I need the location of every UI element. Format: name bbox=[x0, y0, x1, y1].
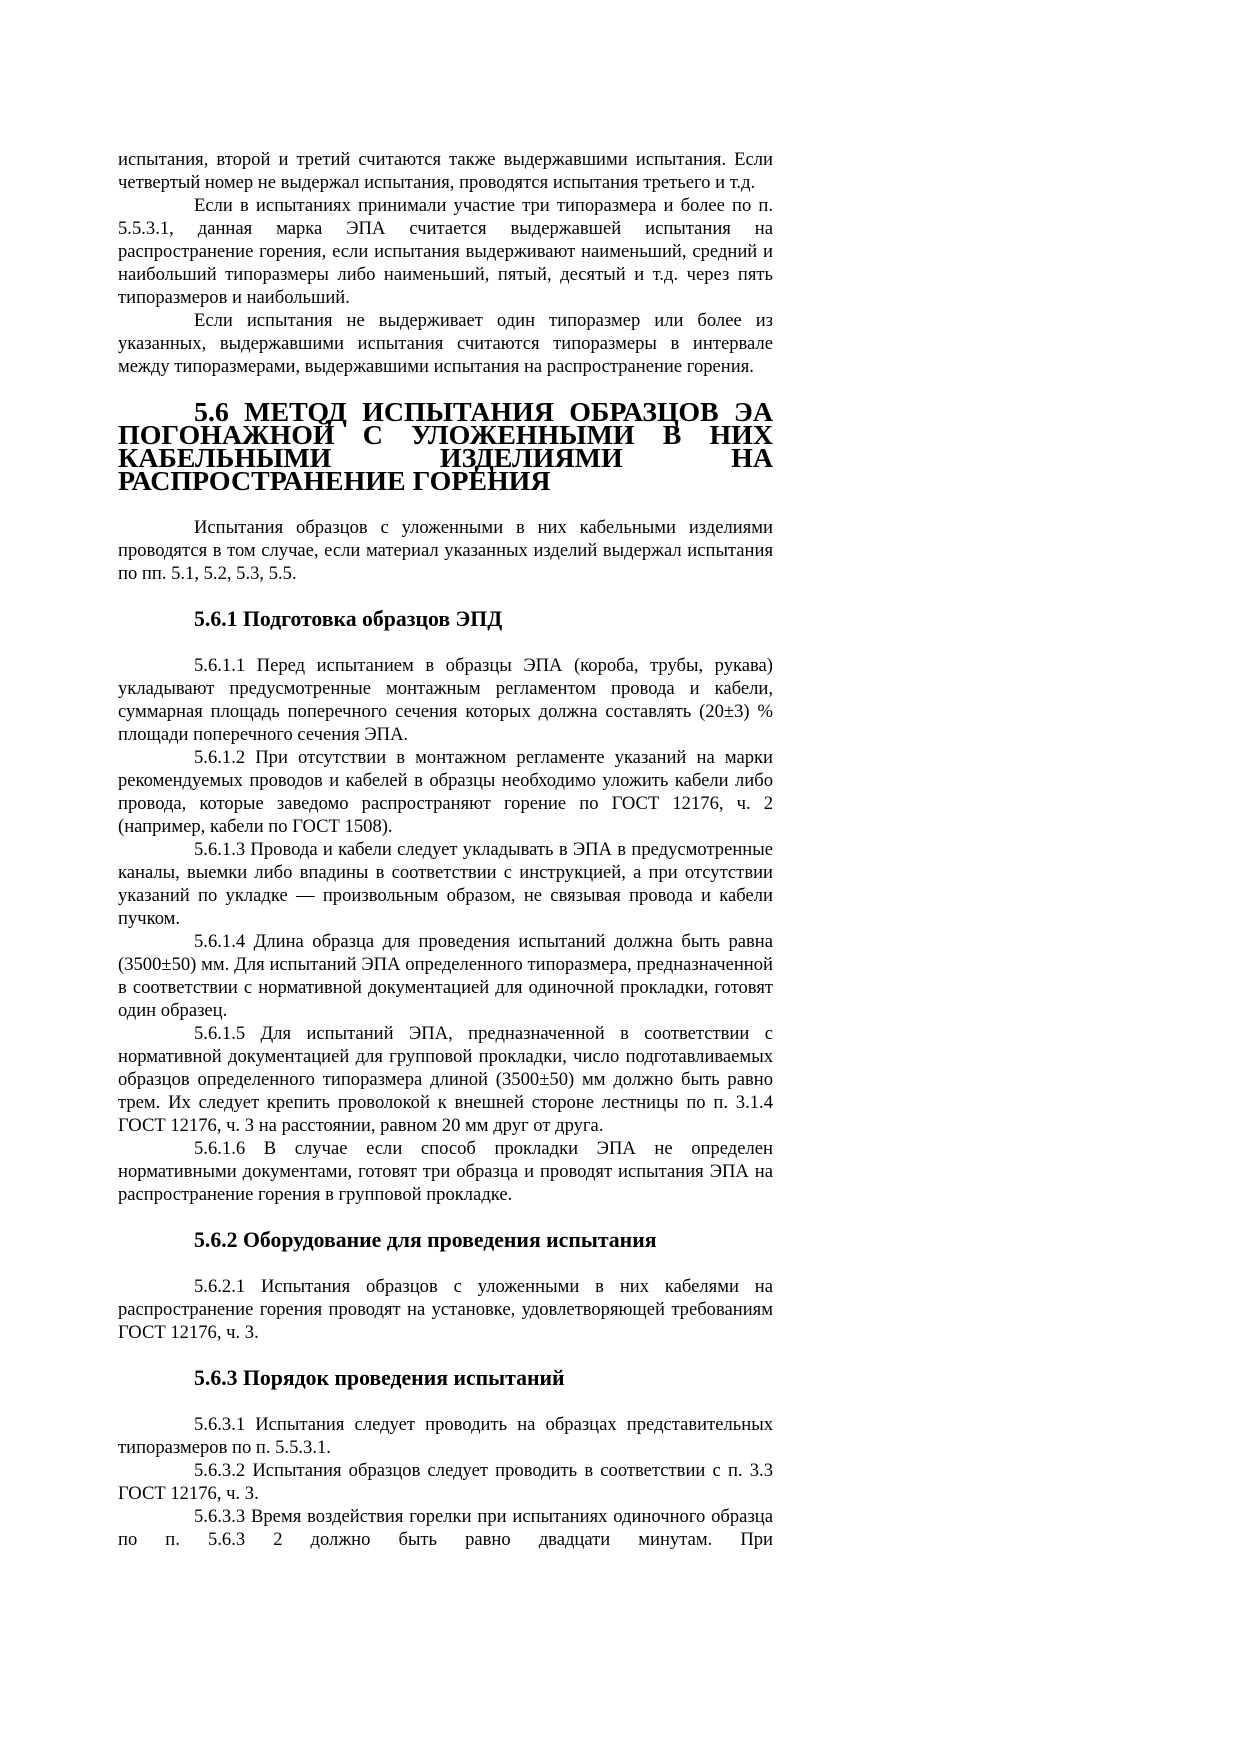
body-paragraph: испытания, второй и третий считаются также выдержавшими испытания. Если четвертый номер не выдержал испытания, проводятся испытания третьего и т.д. bbox=[118, 149, 773, 193]
body-paragraph: 5.6.3.3 Время воздействия горелки при испытаниях одиночного образца по п. 5.6.3 2 должно быть равно двадцати минутам. При bbox=[118, 1506, 773, 1550]
body-paragraph: 5.6.1.1 Перед испытанием в образцы ЭПА (короба, трубы, рукава) укладывают предусмотренные монтажным регламентом провода и кабели, суммарная площадь поперечного сечения которых должна составлять (20±3) % площади поперечного сечения ЭПА. bbox=[118, 655, 773, 745]
paragraph-spacer bbox=[118, 1390, 773, 1413]
body-paragraph: 5.6.1.4 Длина образца для проведения испытаний должна быть равна (3500±50) мм. Для испытаний ЭПА определенного типоразмера, предназначенной в соответствии с нормативной документацией для одиночной прокладки, готовят один образец. bbox=[118, 931, 773, 1021]
subsection-heading: 5.6.2 Оборудование для проведения испытания bbox=[194, 1228, 657, 1252]
paragraph-spacer bbox=[118, 1206, 773, 1229]
body-paragraph: Испытания образцов с уложенными в них кабельными изделиями проводятся в том случае, если материал указанных изделий выдержал испытания по пп. 5.1, 5.2, 5.3, 5.5. bbox=[118, 517, 773, 584]
subsection-heading: 5.6.3 Порядок проведения испытаний bbox=[194, 1366, 565, 1390]
body-paragraph: 5.6.1.2 При отсутствии в монтажном регламенте указаний на марки рекомендуемых проводов и кабелей в образцы необходимо уложить кабели либо провода, которые заведомо распространяют горение по ГОСТ 12176, ч. 2 (например, кабели по ГОСТ 1508). bbox=[118, 747, 773, 837]
body-paragraph: 5.6.1.5 Для испытаний ЭПА, предназначенной в соответствии с нормативной документацией для групповой прокладки, число подготавливаемых образцов определенного типоразмера длиной (3500±50) мм должно быть равно трем. Их следует крепить проволокой к внешней стороне лестницы по п. 3.1.4 ГОСТ 12176, ч. 3 на расстоянии, равном 20 мм друг от друга. bbox=[118, 1023, 773, 1136]
paragraph-spacer bbox=[118, 1344, 773, 1367]
document-page bbox=[118, 148, 773, 1551]
section-heading: 5.6 МЕТОД ИСПЫТАНИЯ ОБРАЗЦОВ ЭА ПОГОНАЖНОЙ С УЛОЖЕННЫМИ В НИХ КАБЕЛЬНЫМИ ИЗДЕЛИЯМИ НА РАСПРОСТРАНЕНИЕ ГОРЕНИЯ bbox=[118, 397, 773, 497]
body-paragraph: 5.6.1.6 В случае если способ прокладки ЭПА не определен нормативными документами, готовят три образца и проводят испытания ЭПА на распространение горения в групповой прокладке. bbox=[118, 1138, 773, 1205]
body-paragraph: Если испытания не выдерживает один типоразмер или более из указанных, выдержавшими испытания считаются типоразмеры в интервале между типоразмерами, выдержавшими испытания на распространение горения. bbox=[118, 310, 773, 377]
paragraph-spacer bbox=[118, 1252, 773, 1275]
body-paragraph: 5.6.2.1 Испытания образцов с уложенными в них кабелями на распространение горения проводят на установке, удовлетворяющей требованиям ГОСТ 12176, ч. 3. bbox=[118, 1276, 773, 1343]
body-paragraph: 5.6.3.1 Испытания следует проводить на образцах представительных типоразмеров по п. 5.5.3.1. bbox=[118, 1414, 773, 1458]
body-paragraph: Если в испытаниях принимали участие три типоразмера и более по п. 5.5.3.1, данная марка ЭПА считается выдержавшей испытания на распространение горения, если испытания выдерживают наименьший, средний и наибольший типоразмеры либо наименьший, пятый, десятый и т.д. через пять типоразмеров и наибольший. bbox=[118, 195, 773, 308]
body-paragraph: 5.6.3.2 Испытания образцов следует проводить в соответствии с п. 3.3 ГОСТ 12176, ч. 3. bbox=[118, 1460, 773, 1504]
paragraph-spacer bbox=[118, 585, 773, 608]
subsection-heading: 5.6.1 Подготовка образцов ЭПД bbox=[194, 607, 503, 631]
body-paragraph: 5.6.1.3 Провода и кабели следует укладывать в ЭПА в предусмотренные каналы, выемки либо впадины в соответствии с инструкцией, а при отсутствии указаний по укладке — произвольным образом, не связывая провода и кабели пучком. bbox=[118, 839, 773, 929]
paragraph-spacer bbox=[118, 631, 773, 654]
